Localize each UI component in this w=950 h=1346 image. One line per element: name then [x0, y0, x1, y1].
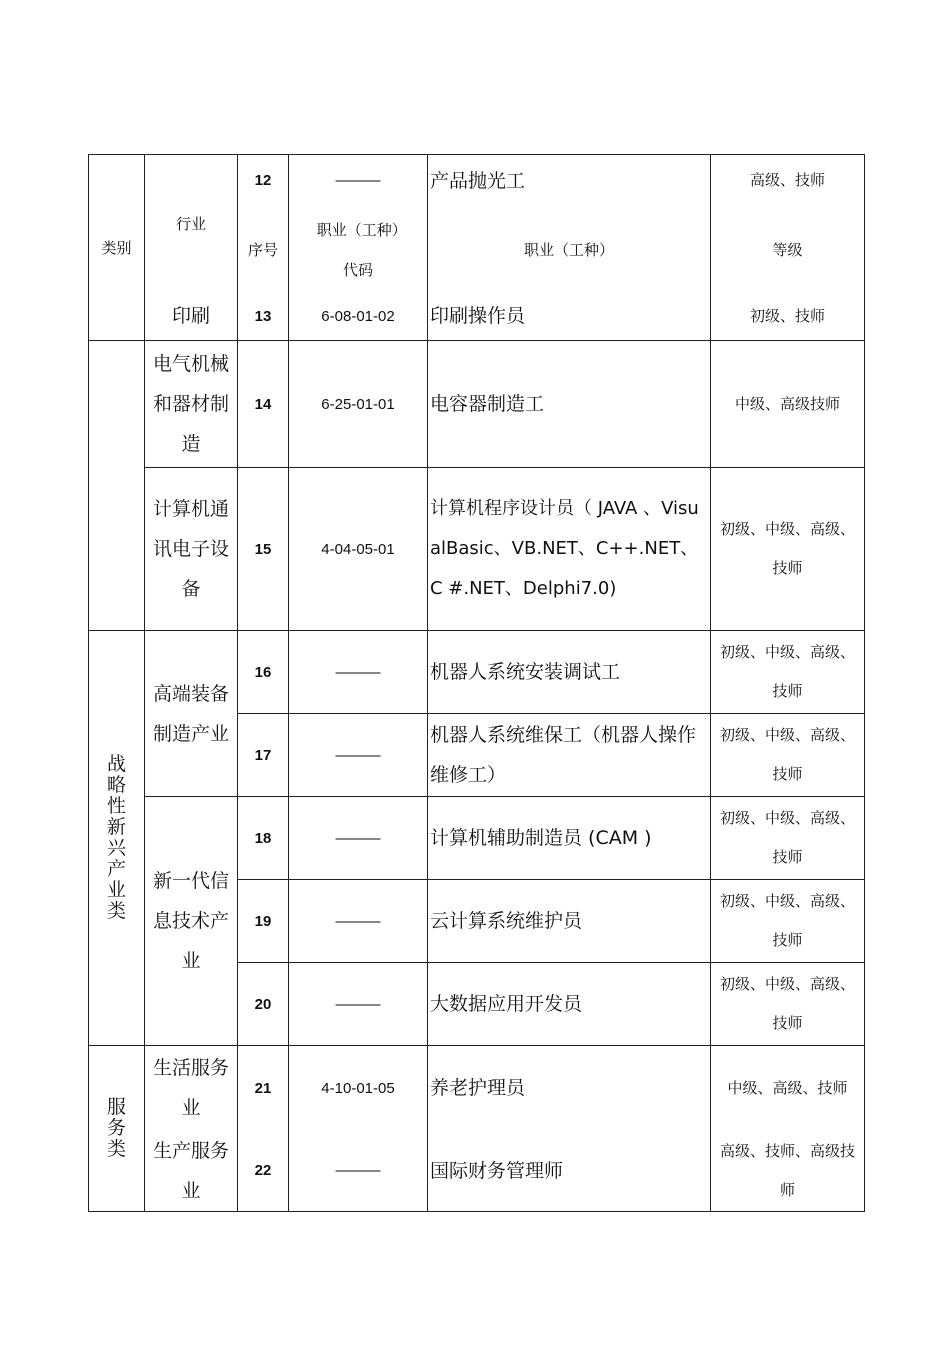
level-cell: 初级、中级、高级、技师 [711, 468, 865, 631]
industry-cell: 生活服务业 [145, 1046, 238, 1131]
code-cell: ——— [289, 631, 428, 714]
level-cell: 高级、技师、高级技师 [711, 1131, 865, 1212]
category-cell-service: 服务类 [89, 1046, 145, 1212]
industry-cell: 高端装备制造产业 [145, 631, 238, 797]
code-cell: ——— [289, 714, 428, 797]
code-cell: 4-04-05-01 [289, 468, 428, 631]
occupation-cell: 云计算系统维护员 [428, 880, 711, 963]
serial-cell: 14 [238, 341, 289, 468]
occupation-cell: 大数据应用开发员 [428, 963, 711, 1046]
occupation-cell: 产品抛光工 [428, 155, 711, 207]
serial-cell: 16 [238, 631, 289, 714]
table-row [89, 1131, 865, 1212]
occupation-cell: 印刷操作员 [428, 293, 711, 341]
serial-cell: 13 [238, 293, 289, 341]
occupation-cell: 计算机程序设计员（ JAVA 、VisualBasic、VB.NET、C++.NET、C #.NET、Delphi7.0) [428, 468, 711, 631]
serial-cell: 15 [238, 468, 289, 631]
category-cell-strategic: 战略性新兴产业类 [89, 631, 145, 1046]
occupation-cell: 计算机辅助制造员 (CAM ) [428, 797, 711, 880]
occupation-cell: 电容器制造工 [428, 341, 711, 468]
table-row [89, 797, 865, 880]
industry-cell: 新一代信息技术产业 [145, 797, 238, 1046]
serial-cell: 21 [238, 1046, 289, 1131]
level-cell: 高级、技师 [711, 155, 865, 207]
code-cell: 4-10-01-05 [289, 1046, 428, 1131]
category-header-cell: 类别 [89, 155, 145, 341]
table-row [89, 155, 865, 207]
industry-cell: 电气机械和器材制造 [145, 341, 238, 468]
code-cell: 6-08-01-02 [289, 293, 428, 341]
table-row [89, 1046, 865, 1131]
occupation-cell: 养老护理员 [428, 1046, 711, 1131]
serial-cell: 20 [238, 963, 289, 1046]
code-cell: ——— [289, 963, 428, 1046]
code-cell: ——— [289, 880, 428, 963]
code-cell: ——— [289, 797, 428, 880]
category-blank-cell [89, 341, 145, 631]
level-cell: 初级、中级、高级、技师 [711, 963, 865, 1046]
table-row [89, 468, 865, 631]
level-cell: 初级、中级、高级、技师 [711, 797, 865, 880]
occupation-cell: 机器人系统维保工（机器人操作维修工） [428, 714, 711, 797]
occupation-header-cell: 职业（工种） [428, 207, 711, 293]
industry-header-cell: 行业 [145, 155, 238, 293]
code-cell: ——— [289, 1131, 428, 1212]
occupation-cell: 机器人系统安装调试工 [428, 631, 711, 714]
level-cell: 初级、中级、高级、技师 [711, 631, 865, 714]
code-header-cell: 职业（工种）代码 [289, 207, 428, 293]
serial-header-cell: 序号 [238, 207, 289, 293]
serial-cell: 18 [238, 797, 289, 880]
serial-cell: 19 [238, 880, 289, 963]
occupation-cell: 国际财务管理师 [428, 1131, 711, 1212]
level-cell: 初级、技师 [711, 293, 865, 341]
table-row [89, 293, 865, 341]
table-row [89, 631, 865, 714]
level-header-cell: 等级 [711, 207, 865, 293]
code-cell: 6-25-01-01 [289, 341, 428, 468]
occupation-table [88, 154, 865, 1212]
level-cell: 初级、中级、高级、技师 [711, 880, 865, 963]
industry-cell: 计算机通讯电子设备 [145, 468, 238, 631]
code-cell: ——— [289, 155, 428, 207]
table-row [89, 341, 865, 468]
serial-cell: 22 [238, 1131, 289, 1212]
industry-cell: 印刷 [145, 293, 238, 341]
serial-cell: 17 [238, 714, 289, 797]
level-cell: 初级、中级、高级、技师 [711, 714, 865, 797]
level-cell: 中级、高级、技师 [711, 1046, 865, 1131]
level-cell: 中级、高级技师 [711, 341, 865, 468]
serial-cell: 12 [238, 155, 289, 207]
industry-cell: 生产服务业 [145, 1131, 238, 1212]
